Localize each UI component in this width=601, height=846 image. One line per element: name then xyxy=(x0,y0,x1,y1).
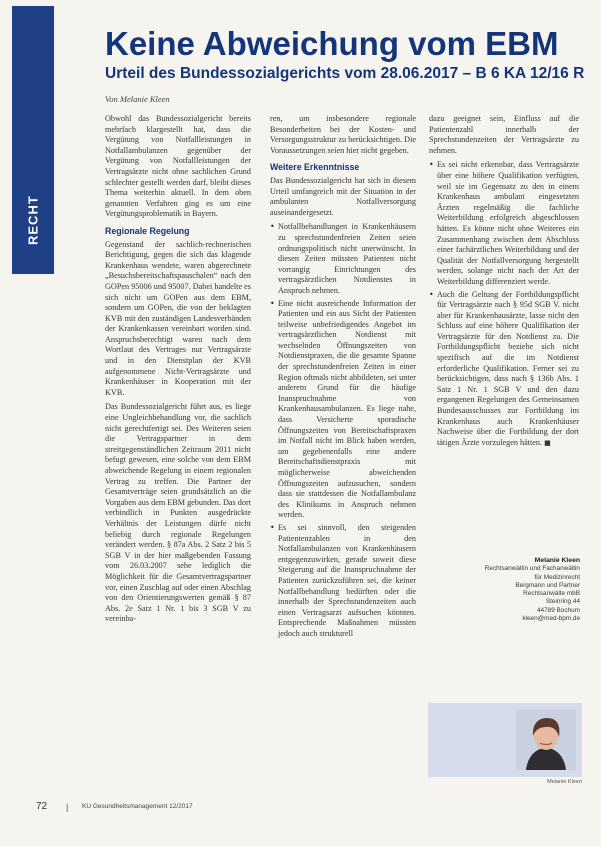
article-subtitle: Urteil des Bundessozialgerichts vom 28.06.2017 – B 6 KA 12/16 R xyxy=(105,65,585,82)
page-number: 72 xyxy=(36,801,48,812)
bio-line: 44789 Bochum xyxy=(537,606,580,614)
article-title: Keine Abweichung vom EBM xyxy=(105,25,559,62)
photo-caption: Melanie Kleen xyxy=(547,779,582,785)
paragraph: dazu geeignet sein, Einfluss auf die Patientenzahl innerhalb der Sprechstundenzeiten der Vertragsärzte zu nehmen. xyxy=(429,114,579,155)
bullet-item: • Eine nicht ausreichende Information der Patienten und ein aus Sicht der Patienten teilweise unbefriedigendes Angebot im vertragsärztlichen Notdienst mit wechselnden Öffnungszeiten von Notdienstpraxen, die die gesamte Spanne der sprechstundenfreien Zeiten in einer Region oftmals nicht abbildeten, sei unter anderem Grund für die häufige Inanspruchnahme von Krankenhausambulanzen. Es liege nahe, dass Versicherte sporadische Öffnungszeiten von Bereitschaftspraxen im Notfall nicht im Blick haben werden, um gegebenenfalls eine andere Bereitschaftsdienstpraxis mit möglicherweise abweichenden Öffnungszeiten aufzusuchen, sondern dass sie stattdessen die Notfallambulanz des Klinikums in Anspruch nehmen werden. xyxy=(270,299,416,521)
article-author: Von Melanie Kleen xyxy=(105,94,170,104)
bullet-item: • Notfallbehandlungen in Krankenhäusern zu sprechstundenfreien Zeiten seien ordnungspolitisch nicht unerwünscht. In diesen Zeiten müssten Patienten nicht vorrangig Einrichtungen des vertragsärztlichen Notdienstes in Anspruch nehmen. xyxy=(270,222,416,296)
text-column-1 xyxy=(105,114,251,629)
paragraph: ren, um insbesondere regionale Besonderheiten bei der Kosten- und Versorgungsstruktur zu berücksichtigen. Die Voraussetzungen seien hier nicht gegeben. xyxy=(270,114,416,155)
paragraph: Obwohl das Bundessozialgericht bereits mehrfach klargestellt hat, dass die Vergütung von Notfallleistungen in Notfallambulanzen gegenüber der Vergütung von Notfallleistungen der Vertragsärzte nicht ohne sachlichen Grund schlechter gestellt werden darf, bleibt dieses Thema weiterhin aktuell. In dem oben genannten Verfahren ging es um eine Vergütungsproblematik in Bayern. xyxy=(105,114,251,219)
text-column-2 xyxy=(270,114,416,642)
bio-line: Bergmann und Partner xyxy=(515,581,580,589)
section-heading: Regionale Regelung xyxy=(105,225,190,236)
bio-line: für Medizinrecht xyxy=(534,573,580,581)
author-photo xyxy=(516,710,576,770)
bio-line: Steinring 44 xyxy=(545,598,580,606)
section-tab-label: RECHT xyxy=(25,195,41,245)
bio-line: Rechtsanwälte mbB xyxy=(523,590,580,598)
footer-separator: | xyxy=(66,802,69,812)
bullet-item: • Es sei sinnvoll, den steigenden Patientenzahlen in den Notfallambulanzen von Krankenhäusern entgegenzuwirken, gerade soweit diese Steigerung auf die Inanspruchnahme der Patienten zurückzuführen sei, die keiner Notfallbehandlung bedürften oder die innerhalb der Sprechstundenzeiten auch einen Vertragsarzt aufsuchen könnten. Entsprechende Maßnahmen müssten jedoch auch strukturell xyxy=(270,523,416,640)
bullet-text: Auch die Geltung der Fortbildungspflicht für Vertragsärzte nach § 95d SGB V. nicht aber für Krankenhausärzte, lasse nicht den Schluss auf eine höhere Qualifikation der Vertragsärzte für den Notdienst zu. Die Fortbildungspflicht beziehe sich nicht spezifisch auf die im Notdienst erforderliche Qualifikation. Ferner sei zu berücksichtigen, dass nach § 136b Abs. 1 Satz 1 Nr. 1 SGB V und den dazu ergangenen Regelungen des Gemeinsamen Bundesausschusses zur Fortbildung im Krankenhaus auch Krankenhäuser Nachweise über die Fortbildung der dort tätigen Ärzte vorzulegen hätten. xyxy=(437,289,579,447)
text-column-3 xyxy=(429,114,579,450)
bullet-list xyxy=(429,160,579,448)
bio-name: Melanie Kleen xyxy=(534,557,580,564)
section-heading: Weitere Erkenntnisse xyxy=(270,162,360,173)
paragraph: Das Bundessozialgericht führt aus, es liege eine Ungleichbehandlung vor, die sachlich nicht gerechtfertigt sei. Des Weiteren seien die Vertragspartner in dem streitgegenständlichen Zeitraum 2011 nicht befugt gewesen, eine solche von dem EBM abweichende Regelung in einem regionalen Vertrag zu treffen. Die Partner der Gesamtverträge seien grundsätzlich an die Vorgaben aus dem EBM gebunden. Das dort verbindlich in Punkten ausgedrückte Verhältnis der Leistungen dürfe nicht beliebig durch regionale Regelungen verändert werden. § 87a Abs. 2 Satz 2 bis 5 SGB V in der hier maßgebenden Fassung vom 26.03.2007 sehe lediglich die Möglichkeit für die Gesamtvertragspartner vor, einen Zuschlag auf oder einen Abschlag von den Orientierungswerten gemäß § 87 Abs. 2e Satz 1 Nr. 1 bis 3 SGB V zu vereinba- xyxy=(105,402,251,624)
paragraph: Das Bundessozialgericht hat sich in diesem Urteil umfangreich mit der Situation in der ambulanten Notfallversorgung auseinandergesetzt. xyxy=(270,175,416,217)
author-bio xyxy=(440,557,580,623)
end-of-article-mark: ■ xyxy=(544,438,551,447)
paragraph: Gegenstand der sachlich-rechnerischen Berichtigung, gegen die sich das klagende Krankenhaus wendete, waren abgerechnete „Besuchsbereitschaftspauschalen“ nach den GOPen 95006 und 95007. Dabei handelte es sich nicht um GOPen aus dem EBM, sondern um GOPen, die von der beklagten KVB mit den zuständigen Landesverbänden der Krankenkassen vereinbart worden sind. Anspruchsberechtigt waren nach dem Wortlaut des Vertrages nur Vertragsärzte und in den Dienstplan der KVB aufgenommene Nicht-Vertragsärzte und Krankenhäuser in Kooperation mit der KVB. xyxy=(105,239,251,397)
journal-name: KU Gesundheitsmanagement 12/2017 xyxy=(82,803,193,810)
bio-line: Rechtsanwältin und Fachanwältin xyxy=(484,565,580,573)
bullet-item: • Es sei nicht erkennbar, dass Vertragsärzte über eine höhere Qualifikation verfügten, weil sie im Gegensatz zu den in einem Krankenhaus ambulant eingesetzten Ärzten regelmäßig die fachliche Weiterbildung erfolgreich abgeschlossen hätten. Es könne nicht ohne Weiteres ein Zusammenhang zwischen dem Abschluss einer fachärztlichen Weiterbildung und der Qualität der Notfallversorgung hergestellt werden, solange nicht nach der Art der Weiterbildung differenziert werde. xyxy=(429,160,579,287)
bio-email: kleen@med-bpm.de xyxy=(522,615,580,623)
bullet-item xyxy=(429,290,579,449)
portrait-illustration xyxy=(516,710,576,770)
bullet-list xyxy=(270,222,416,639)
